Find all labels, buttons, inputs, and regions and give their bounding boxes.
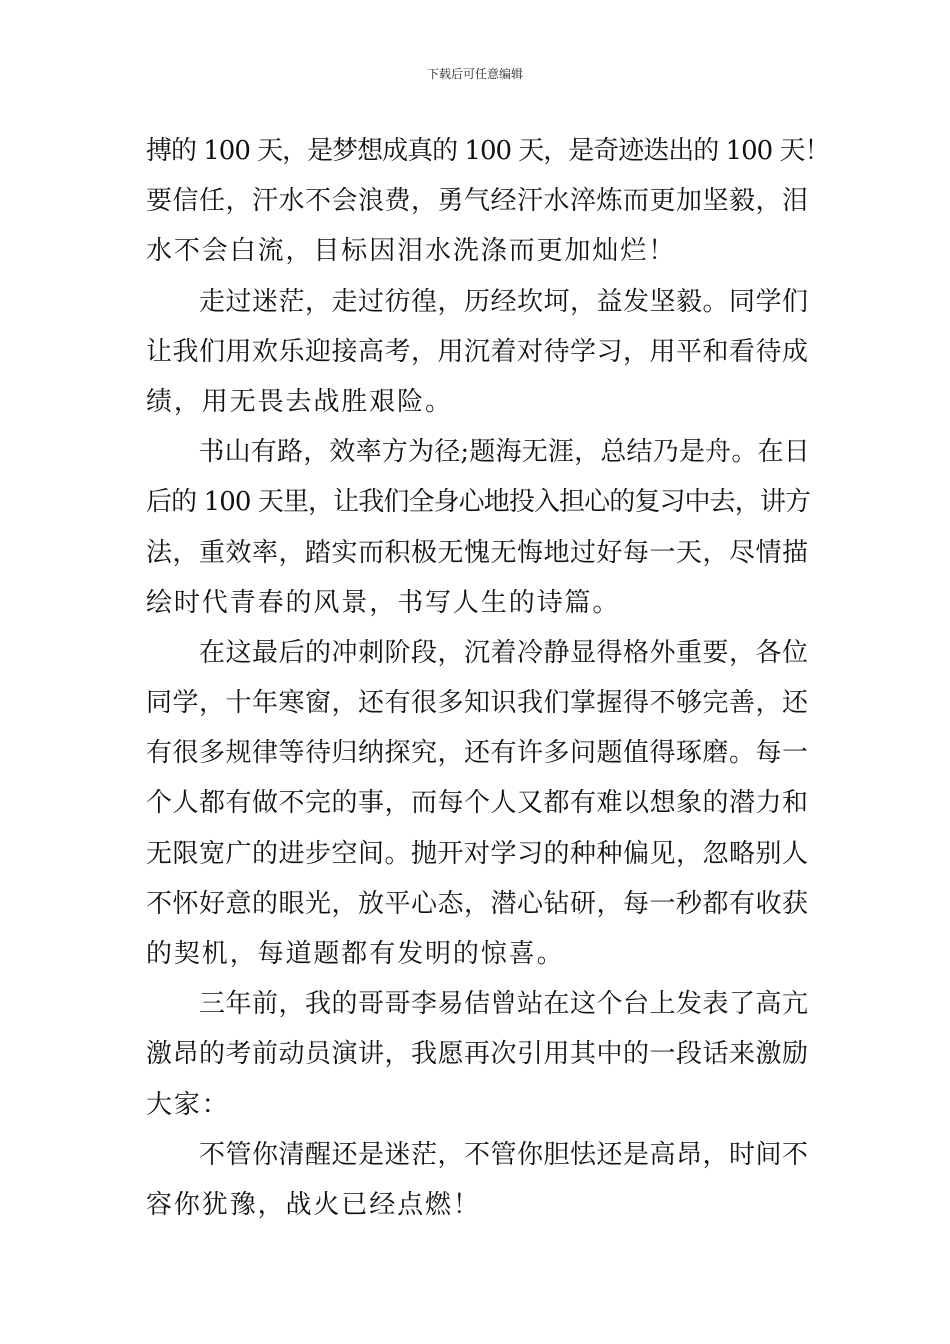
- text-line: 要信任，汗水不会浪费，勇气经汗水淬炼而更加坚毅，泪: [146, 186, 809, 217]
- text-line: 搏的 100 天，是梦想成真的 100 天，是奇迹迭出的 100 天！: [146, 136, 830, 166]
- text-line: 绘时代青春的风景，书写人生的诗篇。: [146, 587, 621, 618]
- paragraph: [146, 628, 810, 979]
- text-line: 不管你清醒还是迷茫，不管你胆怯还是高昂，时间不: [146, 1139, 809, 1170]
- text-line: 走过迷茫，走过彷徨，历经坎坷，益发坚毅。同学们: [146, 286, 809, 317]
- text-line: 容你犹豫，战火已经点燃！: [146, 1189, 481, 1220]
- text-line: 法，重效率，踏实而积极无愧无悔地过好每一天，尽情描: [146, 537, 809, 568]
- text-line: 三年前，我的哥哥李易佶曾站在这个台上发表了高亢: [146, 989, 809, 1020]
- paragraph: [146, 1130, 810, 1230]
- text-line: 有很多规律等待归纳探究，还有许多问题值得琢磨。每一: [146, 738, 809, 769]
- text-line: 书山有路，效率方为径;题海无涯，总结乃是舟。在日: [146, 437, 810, 468]
- text-line: 同学，十年寒窗，还有很多知识我们掌握得不够完善，还: [146, 688, 809, 719]
- paragraph: [146, 126, 830, 277]
- paragraph: [146, 427, 810, 628]
- text-line: 的契机，每道题都有发明的惊喜。: [146, 939, 565, 969]
- document-body: [146, 126, 830, 1230]
- text-line: 绩，用无畏去战胜艰险。: [146, 386, 453, 417]
- text-line: 个人都有做不完的事，而每个人又都有难以想象的潜力和: [146, 788, 809, 819]
- paragraph: [146, 979, 810, 1130]
- text-line: 让我们用欢乐迎接高考，用沉着对待学习，用平和看待成: [146, 336, 809, 367]
- text-line: 后的 100 天里，让我们全身心地投入担心的复习中去，讲方: [146, 487, 811, 518]
- paragraph: [146, 277, 810, 428]
- text-line: 激昂的考前动员演讲，我愿再次引用其中的一段话来激励: [146, 1039, 809, 1070]
- text-line: 无限宽广的进步空间。抛开对学习的种种偏见，忽略别人: [146, 838, 809, 869]
- text-line: 在这最后的冲刺阶段，沉着冷静显得格外重要，各位: [146, 637, 809, 668]
- text-line: 大家：: [146, 1089, 230, 1120]
- page-header: 下载后可任意编辑: [426, 67, 523, 81]
- text-line: 水不会白流，目标因泪水洗涤而更加灿烂！: [146, 236, 677, 267]
- text-line: 不怀好意的眼光，放平心态，潜心钻研，每一秒都有收获: [146, 888, 809, 919]
